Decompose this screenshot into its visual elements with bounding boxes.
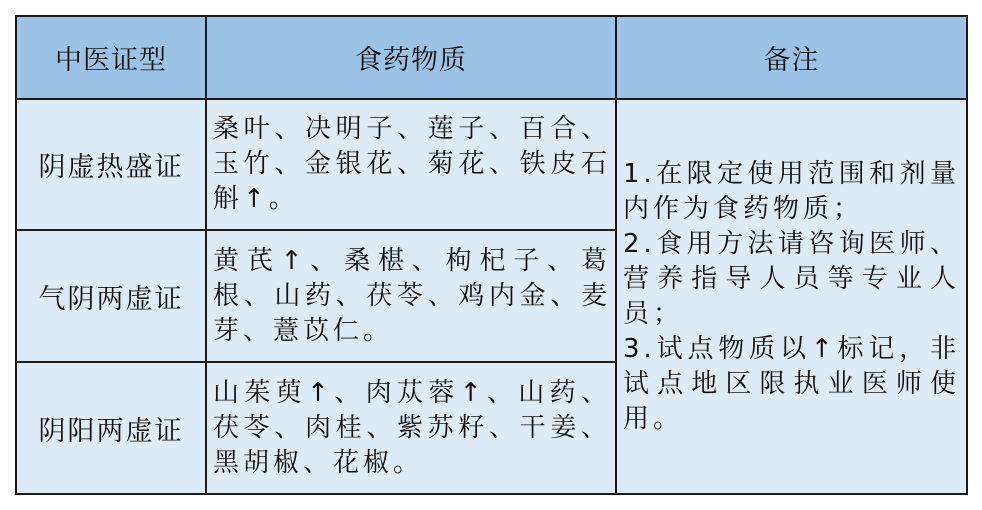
- header-row: [16, 16, 967, 99]
- remark-item: 2.食用方法请咨询医师、营养指导人员等专业人员；: [623, 228, 960, 329]
- header-food-medicine-substances: 食药物质: [206, 16, 616, 99]
- remarks-cell: [616, 99, 967, 494]
- table-row: [16, 99, 967, 230]
- syndrome-cell: 阴虚热盛证: [16, 99, 206, 230]
- header-syndrome-type: 中医证型: [16, 16, 206, 99]
- header-remarks: 备注: [616, 16, 967, 99]
- syndrome-cell: 气阴两虚证: [16, 230, 206, 362]
- substances-cell: 黄芪↑、桑椹、枸杞子、葛根、山药、茯苓、鸡内金、麦芽、薏苡仁。: [206, 230, 616, 362]
- remark-item: 1.在限定使用范围和剂量内作为食药物质；: [623, 158, 960, 224]
- substances-cell: 山茱萸↑、肉苁蓉↑、山药、茯苓、肉桂、紫苏籽、干姜、黑胡椒、花椒。: [206, 362, 616, 494]
- remark-item: 3.试点物质以↑标记，非试点地区限执业医师使用。: [623, 333, 960, 434]
- syndrome-cell: 阴阳两虚证: [16, 362, 206, 494]
- substances-cell: 桑叶、决明子、莲子、百合、玉竹、金银花、菊花、铁皮石斛↑。: [206, 99, 616, 230]
- syndrome-food-table: [15, 15, 968, 495]
